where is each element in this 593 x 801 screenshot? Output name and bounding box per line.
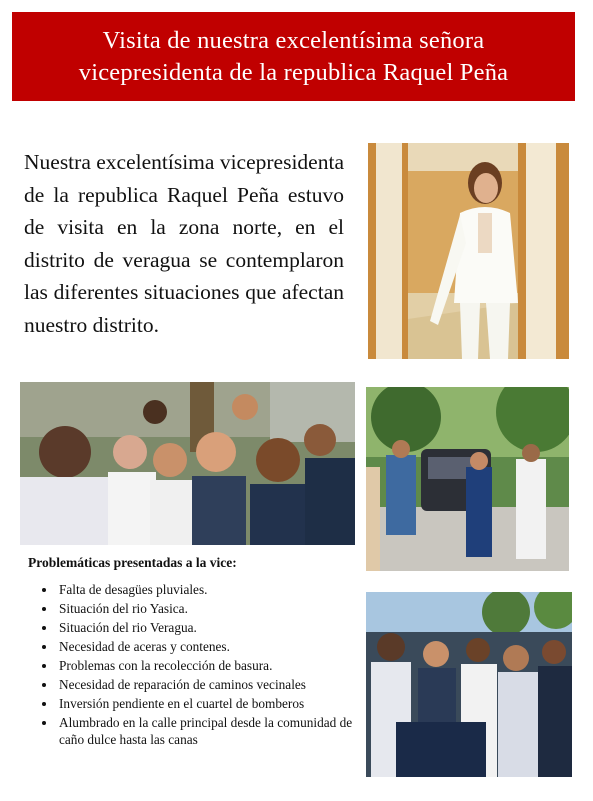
- crowd-visit-photo: [20, 382, 355, 545]
- problem-item: • Falta de desagües pluviales.: [57, 581, 357, 598]
- title-line-1: Visita de nuestra excelentísima señora: [102, 26, 485, 54]
- problem-item: • Situación del rio Yasica.: [57, 600, 357, 617]
- intro-paragraph: Nuestra excelentísima vicepresidenta de la republica Raquel Peña estuvo de visita en la zona norte, en el distrito de veragua se contemplaron las diferentes situaciones que afectan nuestro distrito.: [24, 150, 344, 337]
- road-visit-photo: [366, 387, 569, 571]
- group-visit-photo: [366, 592, 572, 777]
- problem-item: • Necesidad de aceras y contenes.: [57, 638, 357, 655]
- vicepresident-portrait-photo: [368, 143, 569, 359]
- problem-item: • Problemas con la recolección de basura.: [57, 657, 357, 674]
- page-title: [79, 25, 508, 89]
- problem-item: • Alumbrado en la calle principal desde la comunidad de caño dulce hasta las canas: [57, 714, 357, 748]
- problem-item: • Necesidad de reparación de caminos vecinales: [57, 676, 357, 693]
- problems-heading: Problemáticas presentadas a la vice:: [28, 555, 237, 570]
- problem-item: • Inversión pendiente en el cuartel de bomberos: [57, 695, 357, 712]
- title-line-2: vicepresidenta de la republica Raquel Peña: [78, 58, 509, 86]
- problem-item: • Situación del rio Veragua.: [57, 619, 357, 636]
- problems-list: [36, 581, 357, 750]
- title-banner: [12, 12, 575, 101]
